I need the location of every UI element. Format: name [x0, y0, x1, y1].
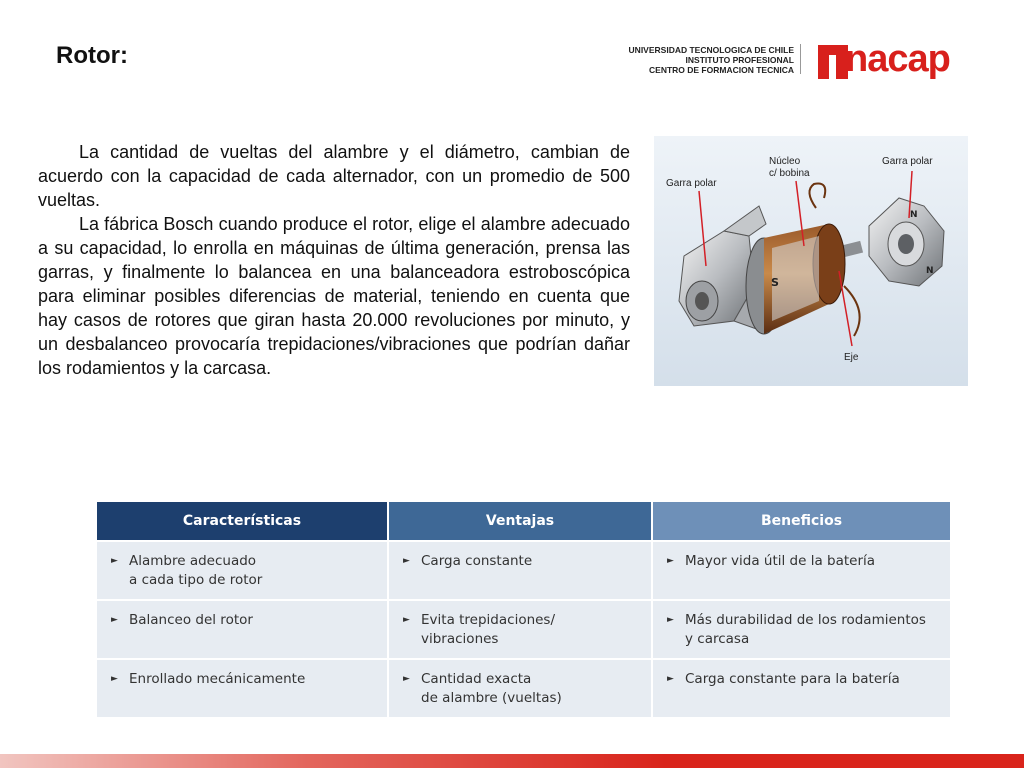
bullet-icon: ►: [667, 615, 674, 625]
inacap-logo: [818, 38, 968, 84]
cell-text: Evita trepidaciones/ vibraciones: [421, 612, 556, 647]
table-cell: [97, 600, 388, 659]
cell-text: Enrollado mecánicamente: [129, 671, 306, 687]
paragraph: La fábrica Bosch cuando produce el rotor, elige el alambre adecuado a su capacidad, lo enrolla en máquinas de última generación, prensa las garras, y finalmente lo balancea en una balanceadora estroboscópica para eliminar posibles diferencias de material, teniendo en cuenta que hay casos de rotores que giran hasta 20.000 revoluciones por minuto, y un desbalanceo provocaría trepidaciones/vibraciones que podrían dañar los rodamientos y la carcasa.: [38, 214, 630, 378]
table-row: [97, 659, 950, 717]
table-cell: [97, 659, 388, 717]
table-header-row: [97, 502, 950, 541]
pole-letter-s: S: [771, 276, 779, 289]
label-garra-polar-left: Garra polar: [666, 178, 717, 189]
table-cell: [388, 541, 652, 600]
rotor-features-table: [97, 502, 950, 717]
cell-text: Alambre adecuado a cada tipo de rotor: [129, 553, 263, 588]
pole-letter-n1: N: [910, 210, 918, 220]
table-cell: [97, 541, 388, 600]
institution-text: [610, 45, 794, 75]
cell-text: Cantidad exacta de alambre (vueltas): [421, 671, 562, 706]
bullet-icon: ►: [111, 674, 118, 684]
header-beneficios: Beneficios: [652, 502, 950, 541]
bullet-icon: ►: [111, 615, 118, 625]
label-eje: Eje: [844, 352, 859, 363]
cell-text: Balanceo del rotor: [129, 612, 253, 628]
bullet-icon: ►: [667, 674, 674, 684]
pole-letter-n2: N: [926, 266, 934, 276]
header-ventajas: Ventajas: [388, 502, 652, 541]
table-cell: [652, 541, 950, 600]
table-cell: [388, 659, 652, 717]
paragraph: La cantidad de vueltas del alambre y el diámetro, cambian de acuerdo con la capacidad de cada alternador, con un promedio de 500 vueltas.: [38, 142, 630, 210]
table-cell: [652, 600, 950, 659]
rotor-illustration: [654, 136, 968, 386]
slide-title: Rotor:: [56, 42, 128, 69]
bullet-icon: ►: [111, 556, 118, 566]
bullet-icon: ►: [403, 556, 410, 566]
header-caracteristicas: Características: [97, 502, 388, 541]
bottom-accent-bar: [0, 754, 1024, 768]
table-row: [97, 541, 950, 600]
institution-line-1: UNIVERSIDAD TECNOLOGICA DE CHILE: [628, 45, 794, 55]
logo-wordmark: nacap: [845, 38, 950, 80]
label-garra-polar-right: Garra polar: [882, 156, 933, 167]
cell-text: Carga constante: [421, 553, 533, 569]
body-text: [38, 140, 630, 380]
table-cell: [388, 600, 652, 659]
institution-line-3: CENTRO DE FORMACION TECNICA: [649, 65, 794, 75]
cell-text: Carga constante para la batería: [685, 671, 900, 687]
table-cell: [652, 659, 950, 717]
bullet-icon: ►: [403, 615, 410, 625]
label-nucleo: Núcleo c/ bobina: [769, 156, 810, 179]
logo-divider: [800, 44, 801, 74]
table-row: [97, 600, 950, 659]
bullet-icon: ►: [403, 674, 410, 684]
bullet-icon: ►: [667, 556, 674, 566]
institution-line-2: INSTITUTO PROFESIONAL: [685, 55, 794, 65]
rotor-diagram: [654, 136, 968, 386]
logo-mark: [818, 45, 848, 79]
cell-text: Más durabilidad de los rodamientos y carcasa: [685, 612, 926, 647]
cell-text: Mayor vida útil de la batería: [685, 553, 876, 569]
